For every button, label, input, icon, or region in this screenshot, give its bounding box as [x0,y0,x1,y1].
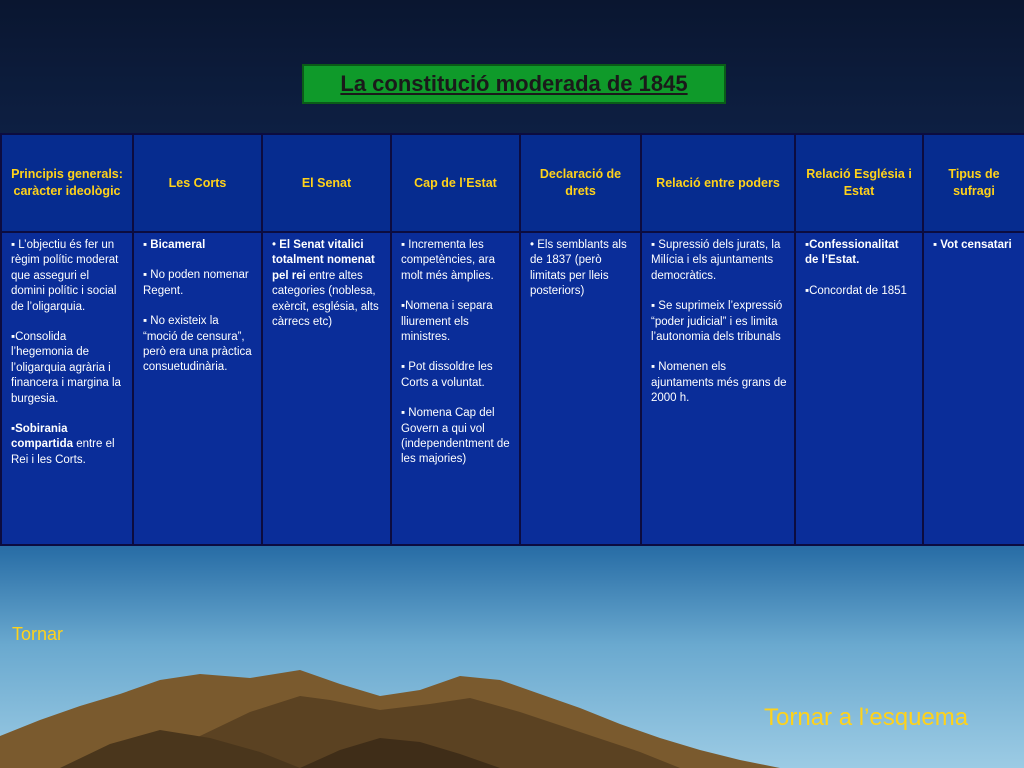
bullet-icon: ▪ [933,239,941,251]
cell-senat [262,232,391,545]
paragraph-text: Pot dissoldre les Corts a voluntat. [401,361,493,389]
cell-paragraph [805,238,915,269]
paragraph-text: El Senat vitalici totalment nomenat pel rei [272,239,375,282]
cell-esglesia-estat [795,232,923,545]
bullet-icon: ▪ [401,361,409,374]
bullet-icon: ▪ [401,407,409,420]
header-sufragi: Tipus de sufragi [923,134,1024,232]
bullet-icon: ▪ [11,331,16,344]
paragraph-text-tail: entre el Rei i les Corts. [11,438,115,466]
paragraph-text: Concordat de 1851 [809,284,907,297]
paragraph-text: Supressió dels jurats, la Milícia i els ajuntaments democràtics. [651,239,781,282]
cell-corts [133,232,262,545]
paragraph-text-tail: entre altes categories (noblesa, exèrcit, església, alts càrrecs etc) [272,269,379,329]
table-header-row [1,134,1024,232]
paragraph-text: Se suprimeix l’expressió “poder judicial” i es limita l’autonomia dels tribunals [651,300,783,344]
paragraph-text: Els semblants als de 1837 (però limitats per lleis posteriors) [530,239,627,298]
header-senat: El Senat [262,134,391,232]
bullet-icon: ▪ [143,269,151,282]
cell-paragraph [11,330,125,407]
cell-paragraph [11,422,125,468]
bullet-icon: ▪ [143,239,151,251]
bullet-icon: ▪ [401,239,409,251]
cell-paragraph [401,299,512,345]
cell-paragraph [530,238,633,300]
cell-paragraph [272,238,383,330]
cell-relacio-poders [641,232,795,545]
bullet-icon: ▪ [805,284,810,297]
constitution-table [0,133,1024,546]
paragraph-text: No poden nomenar Regent. [143,269,249,297]
slide-title: La constitució moderada de 1845 [340,71,688,96]
bullet-icon: ▪ [401,300,406,313]
bullet-icon: ▪ [11,239,19,251]
cell-paragraph [651,238,787,284]
back-link[interactable]: Tornar [12,624,64,644]
bullet-icon: ▪ [651,361,659,374]
bullet-icon: ▪ [651,300,659,313]
bullet-icon: ▪ [143,315,151,328]
cell-paragraph [651,360,787,406]
cell-paragraph [143,314,254,376]
cell-paragraph [933,238,1017,253]
slide-title-box [302,64,726,104]
paragraph-text: Nomena i separa lliurement els ministres. [401,300,493,344]
cell-paragraph [651,299,787,345]
paragraph-text: Nomenen els ajuntaments més grans de 2000 h. [651,361,787,405]
bullet-icon: • [272,239,280,251]
paragraph-text: No existeix la “moció de censura”, però era una pràctica consuetudinària. [143,315,252,374]
paragraph-text: Consolida l’hegemonia de l’oligarquia agrària i financera i margina la burgesia. [11,331,121,405]
cell-paragraph [143,238,254,253]
header-relacio-poders: Relació entre poders [641,134,795,232]
header-principis: Principis generals: caràcter ideològic [1,134,133,232]
bullet-icon: • [530,239,538,251]
paragraph-text: Sobirania compartida [11,423,73,451]
header-corts: Les Corts [133,134,262,232]
cell-paragraph [401,238,512,284]
cell-cap-estat [391,232,520,545]
cell-sufragi [923,232,1024,545]
cell-principis [1,232,133,545]
cell-declaracio [520,232,641,545]
cell-paragraph [805,284,915,299]
paragraph-text: Vot censatari [940,239,1012,251]
cell-paragraph [11,238,125,315]
paragraph-text: Incrementa les competències, ara molt més àmplies. [401,239,495,282]
table-body-row [1,232,1024,545]
header-cap-estat: Cap de l’Estat [391,134,520,232]
cell-paragraph [401,406,512,468]
paragraph-text: Nomena Cap del Govern a qui vol (independentment de les majories) [401,407,510,466]
header-declaracio: Declaració de drets [520,134,641,232]
bullet-icon: ▪ [11,423,16,436]
paragraph-text: L’objectiu és fer un règim polític moderat que asseguri el domini polític i social de l’oligarquia. [11,239,119,313]
bullet-icon: ▪ [805,239,810,251]
paragraph-text: Bicameral [150,239,206,251]
bullet-icon: ▪ [651,239,659,251]
cell-paragraph [143,268,254,299]
back-to-scheme-link[interactable]: Tornar a l’esquema [764,704,969,731]
cell-paragraph [401,360,512,391]
paragraph-text: Confessionalitat de l’Estat. [805,239,899,267]
header-esglesia-estat: Relació Església i Estat [795,134,923,232]
